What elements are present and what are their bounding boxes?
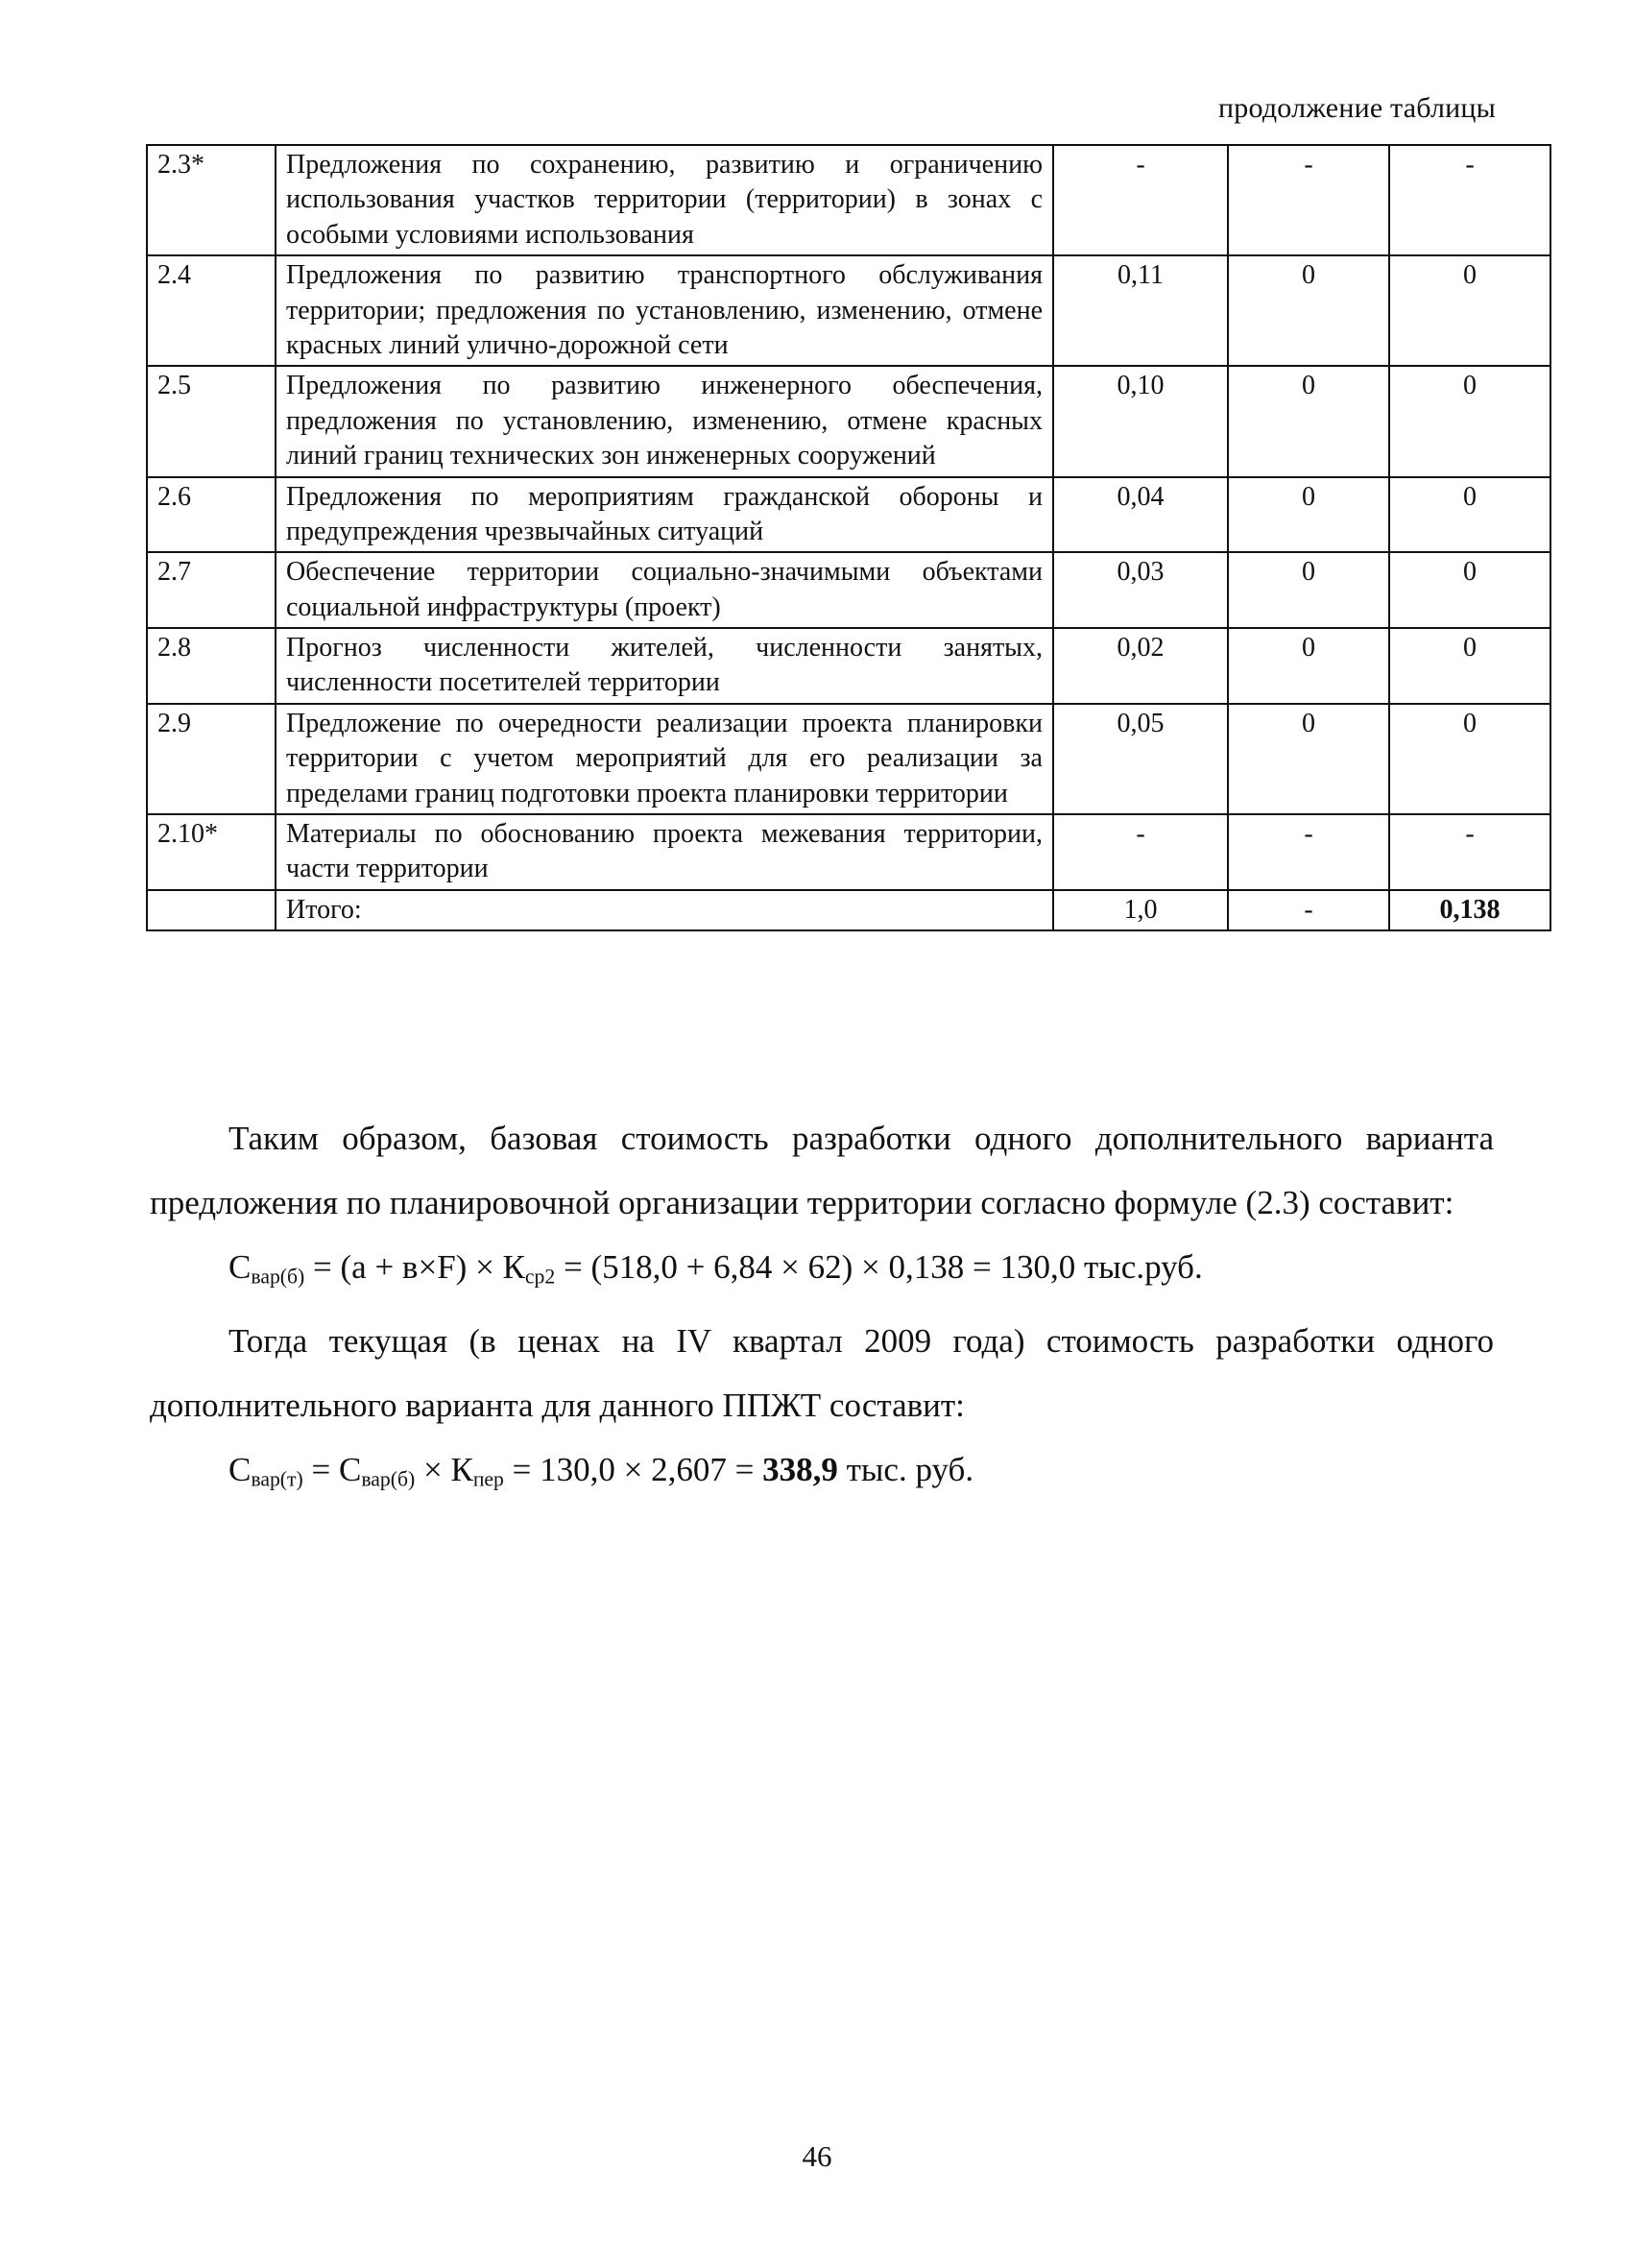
row-number: 2.9 bbox=[147, 704, 276, 814]
total-value-3: 0,138 bbox=[1389, 890, 1550, 930]
formula-current-cost bbox=[150, 1437, 1494, 1511]
total-label: Итого: bbox=[276, 890, 1053, 930]
row-value-3: 0 bbox=[1389, 552, 1550, 628]
row-description: Предложения по развитию транспортного обслуживания территории; предложения по установлению, изменению, отмене красных линий улично-дорожной сети bbox=[276, 255, 1053, 366]
page-number: 46 bbox=[802, 2139, 832, 2173]
formula-base-cost bbox=[150, 1235, 1494, 1309]
row-value-1: 0,05 bbox=[1053, 704, 1228, 814]
formula-calculation: = 130,0 × 2,607 = bbox=[503, 1451, 763, 1489]
table-row bbox=[147, 477, 1550, 553]
row-value-3: 0 bbox=[1389, 255, 1550, 366]
row-value-2: 0 bbox=[1228, 552, 1389, 628]
table-row bbox=[147, 628, 1550, 704]
formula-subscript: пер bbox=[472, 1467, 504, 1491]
row-value-2: 0 bbox=[1228, 366, 1389, 476]
row-value-3: - bbox=[1389, 145, 1550, 255]
row-value-1: - bbox=[1053, 814, 1228, 890]
row-description: Предложения по развитию инженерного обеспечения, предложения по установлению, изменению, отмене красных линий границ технических зон инженерных сооружений bbox=[276, 366, 1053, 476]
row-number: 2.5 bbox=[147, 366, 276, 476]
paragraph-base-cost: Таким образом, базовая стоимость разработки одного дополнительного варианта предложения по планировочной организации территории согласно формуле (2.3) составит: bbox=[150, 1120, 1494, 1221]
table-row bbox=[147, 704, 1550, 814]
row-value-3: 0 bbox=[1389, 704, 1550, 814]
cost-breakdown-table bbox=[146, 144, 1551, 931]
formula-subscript: ср2 bbox=[524, 1265, 556, 1289]
table-row bbox=[147, 814, 1550, 890]
row-number: 2.7 bbox=[147, 552, 276, 628]
table-row bbox=[147, 145, 1550, 255]
formula-subscript: вар(б) bbox=[361, 1467, 416, 1491]
formula-expression: × К bbox=[415, 1451, 473, 1489]
table-total-row bbox=[147, 890, 1550, 930]
row-description: Материалы по обоснованию проекта межевания территории, части территории bbox=[276, 814, 1053, 890]
row-value-1: 0,04 bbox=[1053, 477, 1228, 553]
formula-symbol: С bbox=[228, 1451, 252, 1489]
row-description: Предложение по очередности реализации проекта планировки территории с учетом мероприятий для его реализации за пределами границ подготовки проекта планировки территории bbox=[276, 704, 1053, 814]
table-row bbox=[147, 366, 1550, 476]
row-value-3: 0 bbox=[1389, 628, 1550, 704]
row-value-2: 0 bbox=[1228, 704, 1389, 814]
table-continuation-label: продолжение таблицы bbox=[1218, 92, 1496, 124]
total-value-2: - bbox=[1228, 890, 1389, 930]
row-value-1: 0,10 bbox=[1053, 366, 1228, 476]
table-row bbox=[147, 255, 1550, 366]
row-description: Предложения по сохранению, развитию и ограничению использования участков территории (территории) в зонах с особыми условиями использования bbox=[276, 145, 1053, 255]
row-value-2: 0 bbox=[1228, 628, 1389, 704]
formula-unit: тыс. руб. bbox=[837, 1451, 974, 1489]
formula-symbol: С bbox=[228, 1248, 252, 1286]
total-number bbox=[147, 890, 276, 930]
paragraph-current-cost: Тогда текущая (в ценах на IV квартал 2009 года) стоимость разработки одного дополнительного варианта для данного ППЖТ составит: bbox=[150, 1322, 1494, 1425]
row-description: Обеспечение территории социально-значимыми объектами социальной инфраструктуры (проект) bbox=[276, 552, 1053, 628]
table-row bbox=[147, 552, 1550, 628]
row-number: 2.6 bbox=[147, 477, 276, 553]
row-value-2: 0 bbox=[1228, 477, 1389, 553]
row-value-2: - bbox=[1228, 814, 1389, 890]
row-value-2: - bbox=[1228, 145, 1389, 255]
body-text bbox=[150, 1106, 1494, 1512]
row-value-2: 0 bbox=[1228, 255, 1389, 366]
row-number: 2.4 bbox=[147, 255, 276, 366]
row-value-1: - bbox=[1053, 145, 1228, 255]
row-value-1: 0,11 bbox=[1053, 255, 1228, 366]
row-number: 2.8 bbox=[147, 628, 276, 704]
formula-expression: = С bbox=[302, 1451, 362, 1489]
row-number: 2.10* bbox=[147, 814, 276, 890]
row-description: Прогноз численности жителей, численности занятых, численности посетителей территории bbox=[276, 628, 1053, 704]
row-value-3: - bbox=[1389, 814, 1550, 890]
formula-subscript: вар(б) bbox=[251, 1265, 305, 1289]
formula-result: 338,9 bbox=[762, 1451, 838, 1489]
row-value-3: 0 bbox=[1389, 366, 1550, 476]
row-value-1: 0,03 bbox=[1053, 552, 1228, 628]
formula-expression: = (а + в×F) × К bbox=[304, 1248, 525, 1286]
formula-subscript: вар(т) bbox=[251, 1467, 303, 1491]
row-number: 2.3* bbox=[147, 145, 276, 255]
formula-calculation: = (518,0 + 6,84 × 62) × 0,138 = 130,0 тыс.руб. bbox=[555, 1248, 1203, 1286]
total-value-1: 1,0 bbox=[1053, 890, 1228, 930]
row-value-3: 0 bbox=[1389, 477, 1550, 553]
row-value-1: 0,02 bbox=[1053, 628, 1228, 704]
row-description: Предложения по мероприятиям гражданской обороны и предупреждения чрезвычайных ситуаций bbox=[276, 477, 1053, 553]
